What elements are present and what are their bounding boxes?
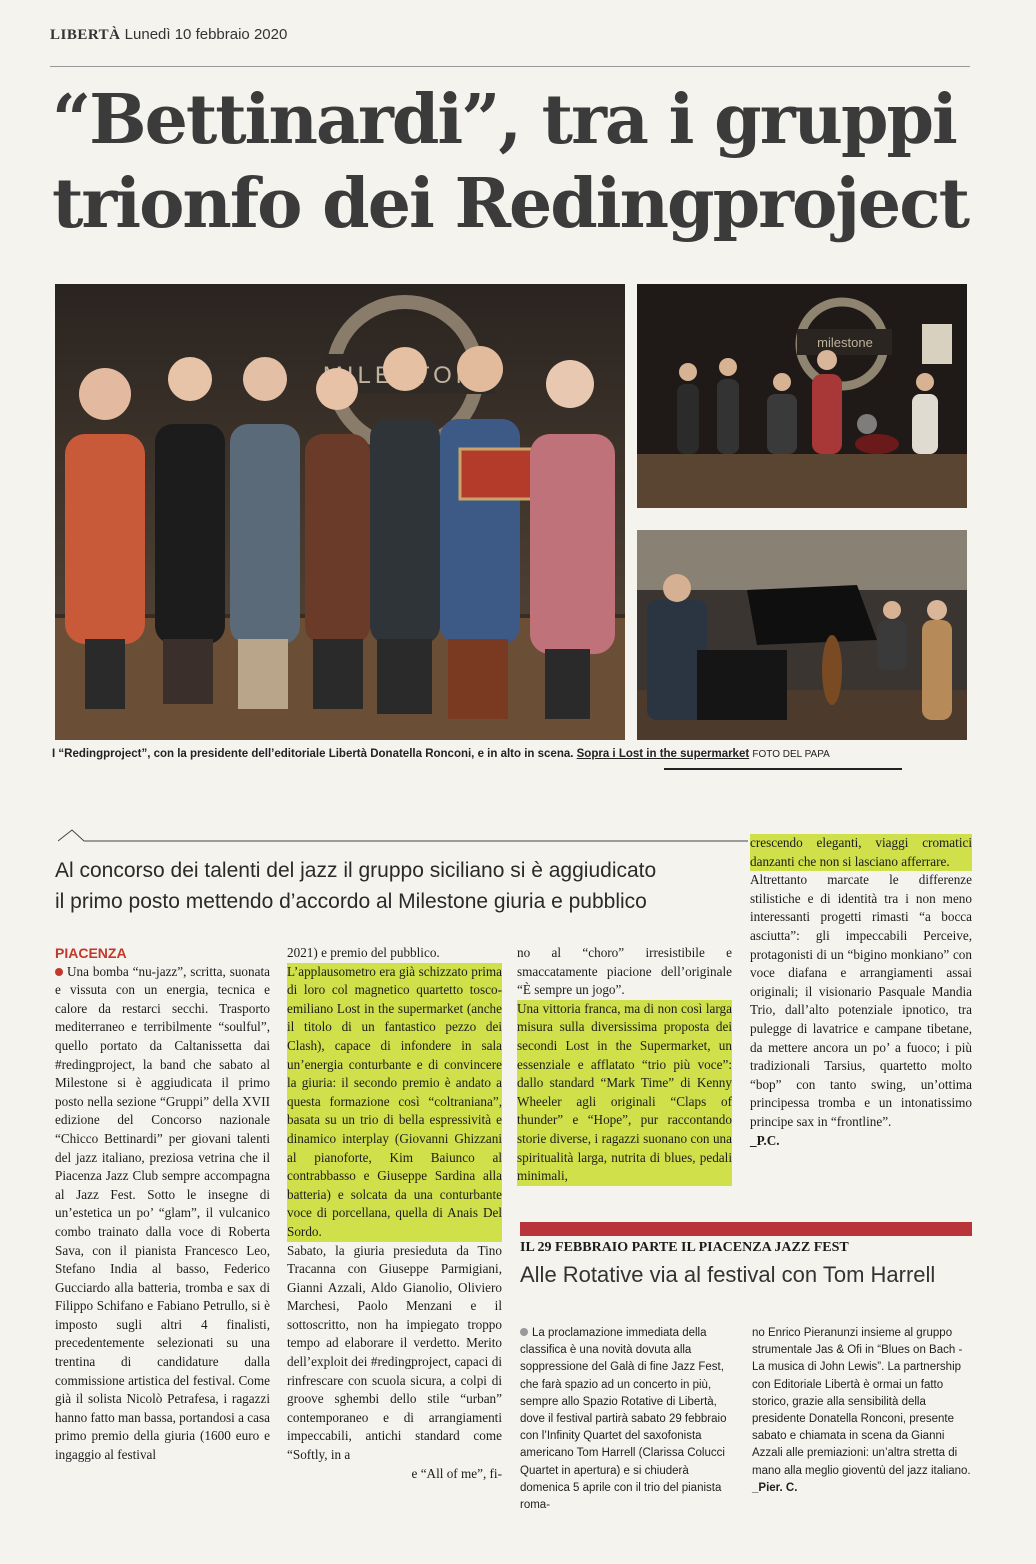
section-divider xyxy=(58,828,748,842)
concert-photo-top xyxy=(637,284,967,508)
bullet-icon xyxy=(520,1328,528,1336)
issue-date: Lunedì 10 febbraio 2020 xyxy=(124,26,288,43)
top-rule xyxy=(50,66,970,67)
box-column-1 xyxy=(520,1325,738,1514)
milestone-sign-text-small: milestone xyxy=(817,335,873,350)
box-text-2: no Enrico Pieranunzi insieme al gruppo strumentale Jas & Ofi in “Blues on Bach - La musica di John Lewis”. La partnership con Editoriale Libertà è ormai un fatto storico, grazie alla sensibilità della presidente Donatella Ronconi, presente sabato e chiamata in scena da Gianni Azzali alle premiazioni: un’altra stretta di mano alla meglio gioventù del jazz italiano. xyxy=(752,1327,971,1477)
highlighted-paragraph-1: L’applausometro era già schizzato prima di loro col magnetico quartetto tosco-emiliano Lost in the supermarket (anche il titolo di un fantastico pezzo dei Clash), capace di infondere in sala un’energia conturbante e di convincere la giuria: il secondo premio è andato a questa formazione così “coltraniana”, basata su un trio di bella espressività e dinamico interplay (Giovanni Ghizzani al pianoforte, Kim Baiunco al contrabbasso e Giuseppe Sardina alla batteria) e solcata da una conturbante voce di porcellana, quella di Anais Del Sordo. xyxy=(287,963,502,1242)
main-photo xyxy=(55,284,625,740)
article-text-3a: no al “choro” irresistibile e smaccatamente piacione dell’originale “È sempre un jogo”. xyxy=(517,945,732,998)
article-text-4: Altrettanto marcate le differenze stilistiche e di identità tra i non meno interessanti progetti rimasti “a bocca asciutta”: gli impeccabili Perceive, protagonisti di un “bigino monkiano” con voce diafana e arrangiamenti assai originali; il visionario Pasquale Mandia Trio, dall’alto potenziale ipnotico, tra pulegge di lavatrice e campane tibetane, da mettere ancora un po’ a fuoco; i più tradizionali Tarsius, quartetto molto “bop” con tanto swing, un’ottima principessa tromba e un intonatissimo principe sax in “frontline”. xyxy=(750,872,972,1129)
article-column-1 xyxy=(55,944,270,1465)
subheadline-line-1: Al concorso dei talenti del jazz il gruppo siciliano si è aggiudicato xyxy=(55,859,657,882)
photo-caption xyxy=(52,748,972,760)
concert-photo-bottom xyxy=(637,530,967,740)
headline xyxy=(52,78,982,246)
box-title: Alle Rotative via al festival con Tom Harrell xyxy=(520,1262,936,1287)
box-column-2 xyxy=(752,1325,972,1497)
bullet-icon xyxy=(55,968,63,976)
article-text-1: Una bomba “nu-jazz”, scritta, suonata e vissuta con un energia, tecnica e calore da restarci secchi. Trasporto mediterraneo e terribilmente “soulful”, quello portato da Caltanissetta dai #redingproject, la band che sabato al Milestone si è aggiudicata il primo posto nella sezione “Gruppi” della XVII edizione del Concorso nazionale “Chicco Bettinardi” per giovani talenti del jazz italiano, preziosa vetrina che il Piacenza Jazz Club sempre accompagna al Jazz Fest. Sotto le insegne di un’estetica un po’ “glam”, il vulcanico combo trainato dalla voce di Roberta Sava, con il pianista Francesco Leo, Stefano India al basso, Federico Gucciardo alla batteria, tromba e sax di Filippo Schifano e Fabiano Petrullo, si è imposto sugli altri 4 finalisti, precedentemente selezionati su una trentina di candidature dalla commissione artistica del festival. Come già il solista Nicolò Petrafesa, i ragazzi hanno fatto man bassa, portandosi a casa primo premio della giuria (1600 euro e ingaggio al festival xyxy=(55,963,270,1463)
article-text-2b: Sabato, la giuria presieduta da Tino Tracanna con Giuseppe Parmigiani, Gianni Azzali, Aldo Gianolio, Oliviero Marchesi, Paolo Menzani e il sottoscritto, non ha impiegato troppo tempo ad elaborare il verdetto. Merito dell’exploit dei #redingproject, capaci di rinfrescare con scuola sicura, a colpi di groove sghembi dello stile “urban” contemporaneo e di arrangiamenti impeccabili, antichi standard come “Softly, in a xyxy=(287,1242,502,1463)
newspaper-name: LIBERTÀ xyxy=(50,27,121,43)
highlighted-paragraph-3: crescendo eleganti, viaggi cromatici danzanti che non si lasciano afferrare. xyxy=(750,834,972,871)
subheadline-line-2: il primo posto mettendo d’accordo al Milestone giuria e pubblico xyxy=(55,890,647,913)
box-top-bar xyxy=(520,1222,972,1236)
headline-line-2: trionfo dei Redingproject xyxy=(52,164,969,244)
photo-credit: FOTO DEL PAPA xyxy=(752,749,830,760)
box-signature: _Pier. C. xyxy=(752,1481,798,1494)
box-text-1: La proclamazione immediata della classifica è una novità dovuta alla soppressione del Galà di fine Jazz Fest, che farà spazio ad un concerto in più, sempre allo Spazio Rotative di Libertà, dove il festival partirà sabato 29 febbraio con l’Infinity Quartet del saxofonista americano Tom Harrell (Clarissa Colucci Quartet in apertura) e si chiuderà domenica 5 aprile con il trio del pianista roma- xyxy=(520,1327,727,1512)
article-column-4 xyxy=(750,834,972,1150)
band-stage-illustration xyxy=(637,284,967,508)
masthead xyxy=(50,26,970,44)
article-text-2c: e “All of me”, fi- xyxy=(411,1465,502,1481)
article-signature: _P.C. xyxy=(750,1132,780,1148)
caption-text: I “Redingproject”, con la presidente dell’editoriale Libertà Donatella Ronconi, e in alto in scena. xyxy=(52,748,574,760)
subheadline xyxy=(55,855,745,917)
article-kicker: PIACENZA xyxy=(55,945,127,961)
article-text-2a: 2021) e premio del pubblico. xyxy=(287,945,440,960)
piano-stage-illustration xyxy=(637,530,967,740)
group-photo-illustration xyxy=(55,284,625,740)
caption-underline xyxy=(664,768,902,770)
highlighted-paragraph-2: Una vittoria franca, ma di non così larga misura sulla diversissima proposta dei secondi Lost in the Supermarket, un essenziale e afflatato “trio più voce”: dallo standard “Mark Time” di Kenny Wheeler agli originali “Claps of thunder” e “Hope”, pur raccontando storie diverse, i ragazzi suonano con una spiritualità larga, nutrita di blues, pedali minimali, xyxy=(517,1000,732,1186)
headline-line-1: “Bettinardi”, tra i gruppi xyxy=(52,80,956,160)
caption-text-secondary: Sopra i Lost in the supermarket xyxy=(576,748,750,760)
box-kicker: IL 29 FEBBRAIO PARTE IL PIACENZA JAZZ FEST xyxy=(520,1240,849,1255)
article-column-3 xyxy=(517,944,732,1186)
article-column-2 xyxy=(287,944,502,1483)
